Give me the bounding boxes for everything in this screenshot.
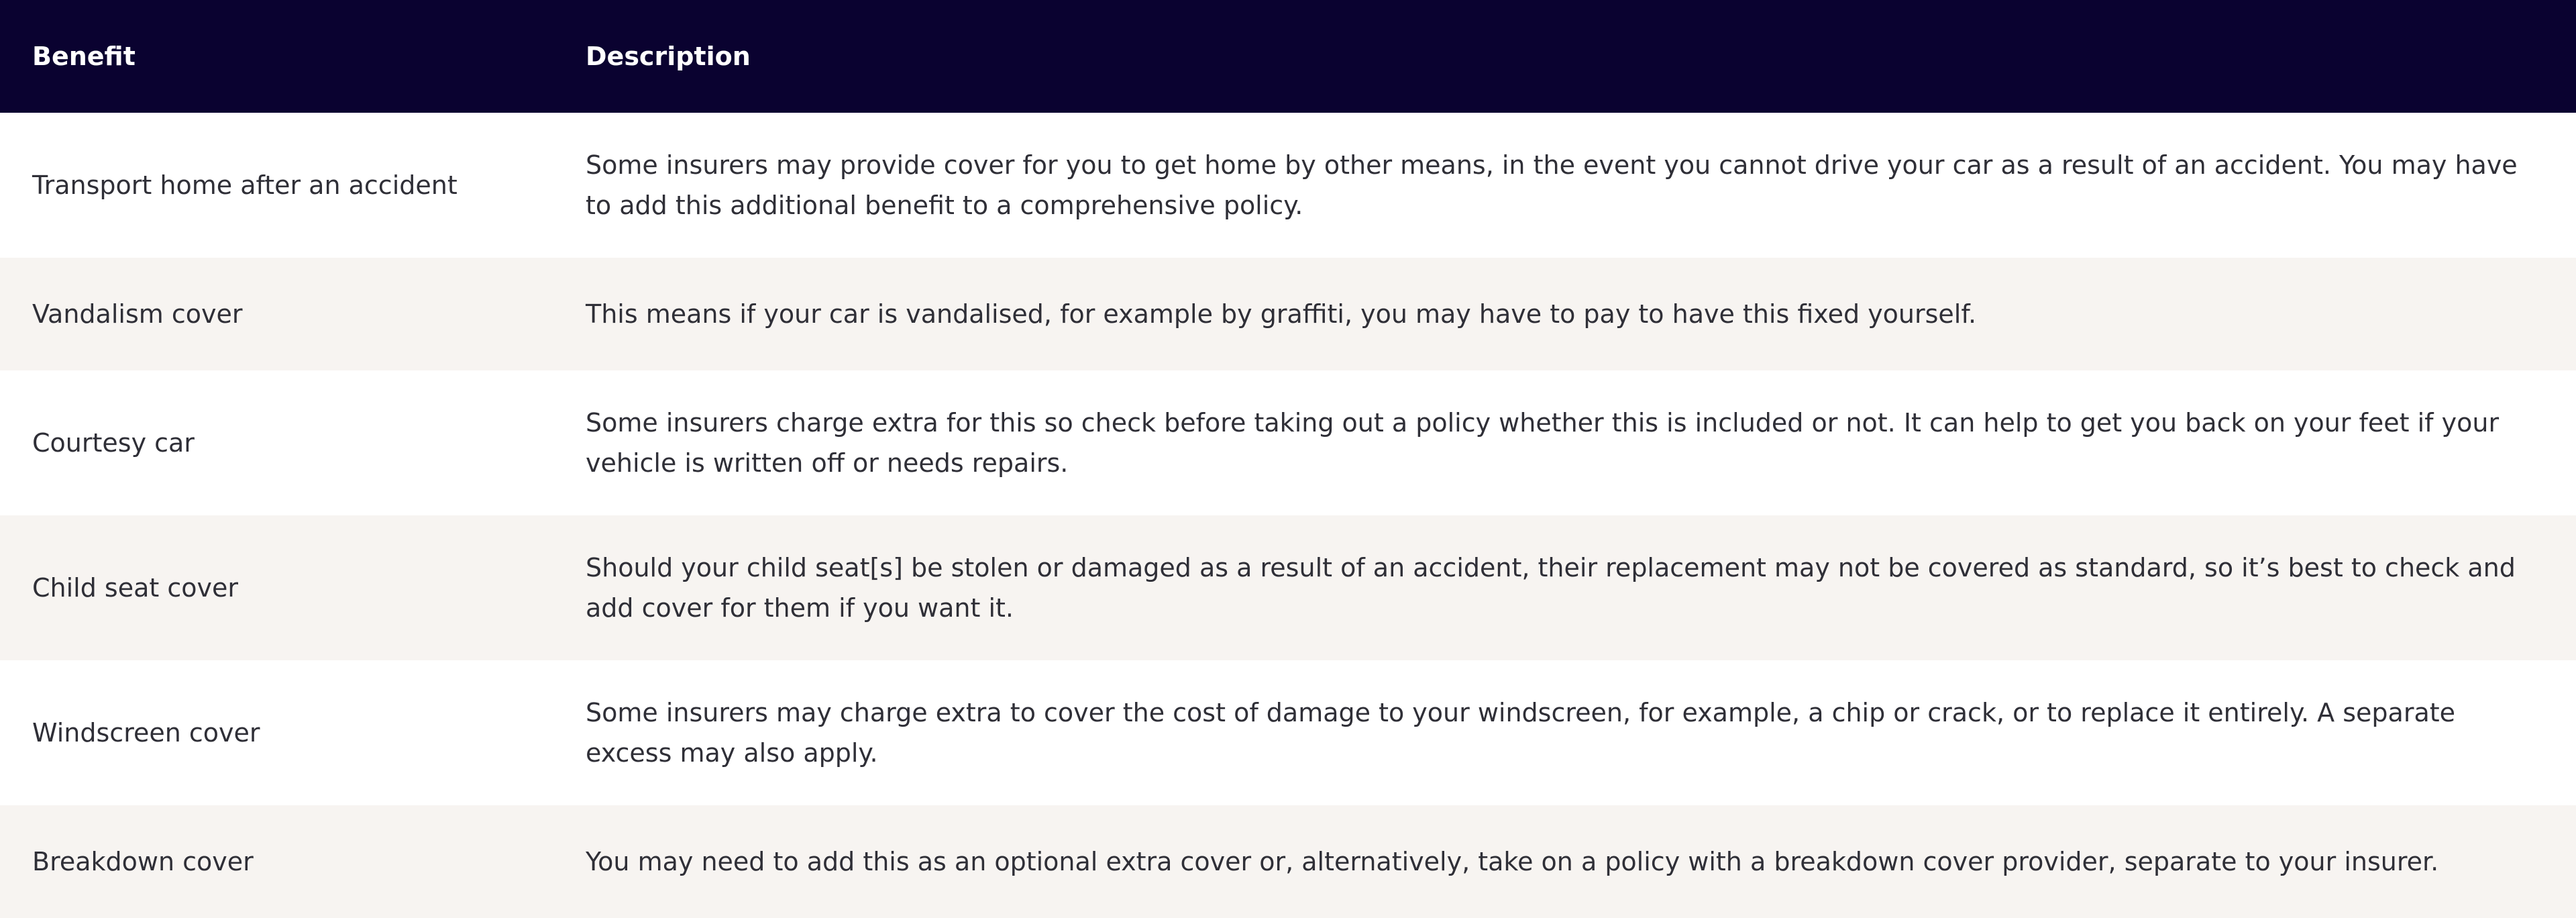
description-cell: Some insurers charge extra for this so check before taking out a policy whether this is included or not. It can help to get you back on your feet if your vehicle is written off or needs repairs. (586, 408, 2500, 478)
description-cell: Should your child seat[s] be stolen or damaged as a result of an accident, their replacement may not be covered as standard, so it’s best to check and add cover for them if you want it. (586, 553, 2516, 623)
table-header (0, 0, 2576, 113)
table-row (0, 370, 2576, 515)
table-row (0, 113, 2576, 258)
benefit-cell: Child seat cover (32, 573, 239, 603)
table-row (0, 515, 2576, 660)
description-cell: Some insurers may provide cover for you to get home by other means, in the event you cannot drive your car as a result of an accident. You may have to add this additional benefit to a comprehensive policy. (586, 150, 2518, 220)
description-cell: This means if your car is vandalised, for example by graffiti, you may have to pay to have this fixed yourself. (586, 299, 1977, 329)
benefit-cell: Transport home after an accident (32, 170, 458, 200)
table-row (0, 660, 2576, 805)
benefit-cell: Windscreen cover (32, 718, 260, 748)
benefit-cell: Breakdown cover (32, 847, 254, 876)
header-description: Description (586, 42, 751, 71)
table-row (0, 805, 2576, 918)
description-cell: Some insurers may charge extra to cover the cost of damage to your windscreen, for example, a chip or crack, or to replace it entirely. A separate excess may also apply. (586, 698, 2456, 768)
benefit-cell: Vandalism cover (32, 299, 243, 329)
table-row (0, 258, 2576, 370)
header-benefit: Benefit (32, 42, 136, 71)
description-cell: You may need to add this as an optional extra cover or, alternatively, take on a policy with a breakdown cover provider, separate to your insurer. (586, 847, 2439, 876)
benefit-cell: Courtesy car (32, 428, 195, 458)
